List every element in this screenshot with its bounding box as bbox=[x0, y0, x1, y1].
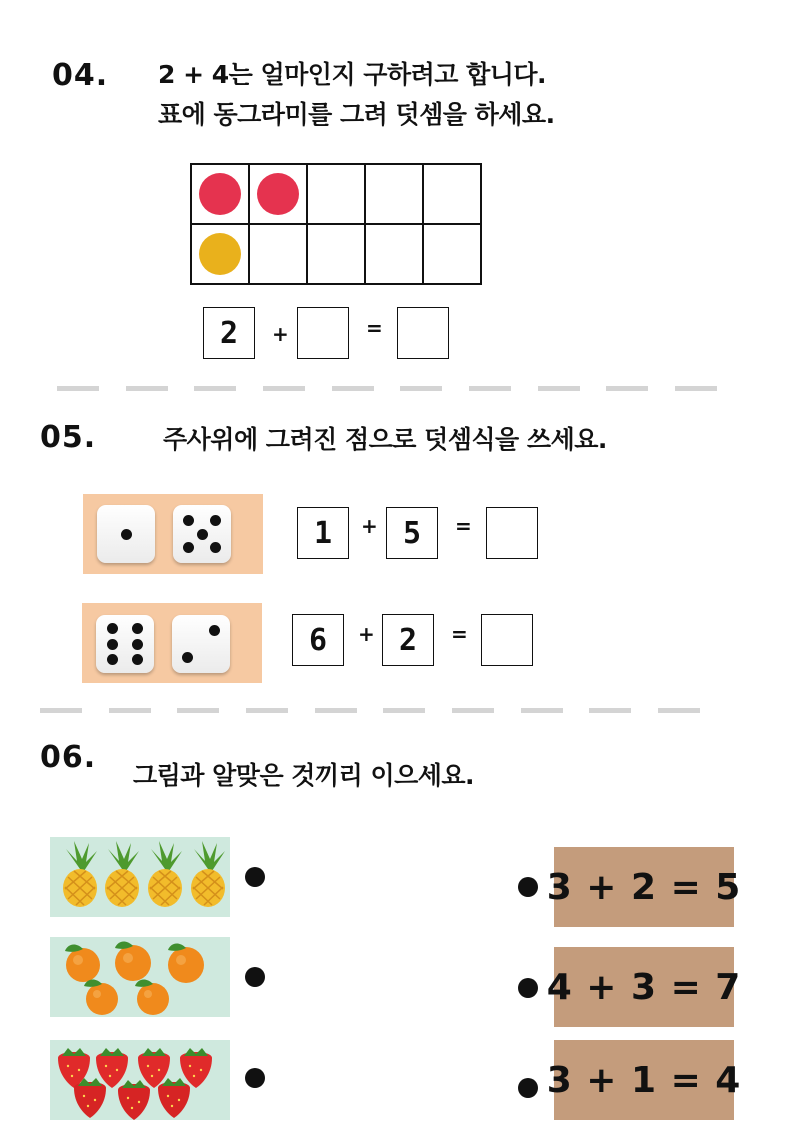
ten-frame-cell[interactable] bbox=[308, 225, 366, 285]
equals-sign: = bbox=[451, 622, 468, 646]
row2-addend-b: 2 bbox=[382, 614, 434, 666]
ten-frame-cell[interactable] bbox=[192, 165, 250, 225]
ten-frame-cell[interactable] bbox=[250, 165, 308, 225]
picture-connect-dot-1[interactable] bbox=[245, 867, 265, 887]
plus-sign: + bbox=[361, 514, 378, 538]
equation-connect-dot-1[interactable] bbox=[518, 877, 538, 897]
question-04-line-2: 표에 동그라미를 그려 덧셈을 하세요. bbox=[158, 100, 555, 129]
question-06-instruction: 그림과 알맞은 것끼리 이으세요. bbox=[133, 761, 475, 790]
question-number-05: 05. bbox=[40, 420, 97, 455]
question-04-line-1: 2 + 4는 얼마인지 구하려고 합니다. bbox=[158, 60, 547, 89]
orange-icon bbox=[168, 944, 204, 983]
die-pip bbox=[210, 515, 221, 526]
die-pip bbox=[183, 515, 194, 526]
equals-sign: = bbox=[366, 316, 383, 340]
pineapple-icon bbox=[191, 841, 225, 907]
die-pip bbox=[209, 625, 220, 636]
die-pip bbox=[107, 654, 118, 665]
ten-frame-cell[interactable] bbox=[250, 225, 308, 285]
ten-frame-cell[interactable] bbox=[366, 165, 424, 225]
counter bbox=[257, 173, 299, 215]
picture-connect-dot-2[interactable] bbox=[245, 967, 265, 987]
die-pip bbox=[107, 639, 118, 650]
die-pip bbox=[182, 652, 193, 663]
plus-sign: + bbox=[358, 622, 375, 646]
orange-icon bbox=[115, 942, 151, 981]
strawberry-icon bbox=[180, 1048, 212, 1088]
pineapple-icon bbox=[148, 841, 182, 907]
equation-card-1: 3 + 2 = 5 bbox=[554, 847, 734, 927]
row1-result-input[interactable] bbox=[486, 507, 538, 559]
dice-panel-1 bbox=[83, 494, 263, 574]
row2-result-input[interactable] bbox=[481, 614, 533, 666]
question-05-instruction: 주사위에 그려진 점으로 덧셈식을 쓰세요. bbox=[163, 425, 607, 454]
addend-a-box: 2 bbox=[203, 307, 255, 359]
strawberry-picture bbox=[50, 1040, 230, 1120]
equation-card-2: 4 + 3 = 7 bbox=[554, 947, 734, 1027]
die-pip bbox=[132, 654, 143, 665]
dice-panel-2 bbox=[82, 603, 262, 683]
question-number-04: 04. bbox=[52, 58, 109, 93]
die-face-2 bbox=[172, 615, 230, 673]
counter bbox=[199, 173, 241, 215]
ten-frame-cell[interactable] bbox=[192, 225, 250, 285]
counter bbox=[199, 233, 241, 275]
orange-icon bbox=[65, 945, 100, 982]
section-divider bbox=[40, 708, 700, 713]
strawberry-icon bbox=[96, 1048, 128, 1088]
addend-b-input[interactable] bbox=[297, 307, 349, 359]
row1-addend-a: 1 bbox=[297, 507, 349, 559]
die-pip bbox=[107, 623, 118, 634]
die-face-1 bbox=[97, 505, 155, 563]
die-pip bbox=[132, 639, 143, 650]
orange-icon bbox=[84, 980, 118, 1015]
die-pip bbox=[183, 542, 194, 553]
question-number-06: 06. bbox=[40, 740, 97, 775]
ten-frame-cell[interactable] bbox=[366, 225, 424, 285]
die-pip bbox=[121, 529, 132, 540]
plus-sign: + bbox=[272, 322, 289, 346]
equation-card-3: 3 + 1 = 4 bbox=[554, 1040, 734, 1120]
strawberry-icon bbox=[158, 1078, 190, 1118]
orange-picture bbox=[50, 937, 230, 1017]
pineapple-icon bbox=[105, 841, 139, 907]
row1-addend-b: 5 bbox=[386, 507, 438, 559]
ten-frame bbox=[190, 163, 482, 285]
die-pip bbox=[132, 623, 143, 634]
equation-connect-dot-2[interactable] bbox=[518, 978, 538, 998]
pineapple-icon bbox=[63, 841, 97, 907]
picture-connect-dot-3[interactable] bbox=[245, 1068, 265, 1088]
die-face-6 bbox=[96, 615, 154, 673]
ten-frame-cell[interactable] bbox=[424, 225, 482, 285]
ten-frame-cell[interactable] bbox=[308, 165, 366, 225]
equation-connect-dot-3[interactable] bbox=[518, 1078, 538, 1098]
die-pip bbox=[197, 529, 208, 540]
strawberry-icon bbox=[74, 1078, 106, 1118]
die-pip bbox=[210, 542, 221, 553]
ten-frame-cell[interactable] bbox=[424, 165, 482, 225]
orange-icon bbox=[135, 980, 169, 1015]
pineapple-picture bbox=[50, 837, 230, 917]
strawberry-icon bbox=[118, 1080, 150, 1120]
die-face-5 bbox=[173, 505, 231, 563]
row2-addend-a: 6 bbox=[292, 614, 344, 666]
equals-sign: = bbox=[455, 514, 472, 538]
result-input[interactable] bbox=[397, 307, 449, 359]
section-divider bbox=[57, 386, 717, 391]
